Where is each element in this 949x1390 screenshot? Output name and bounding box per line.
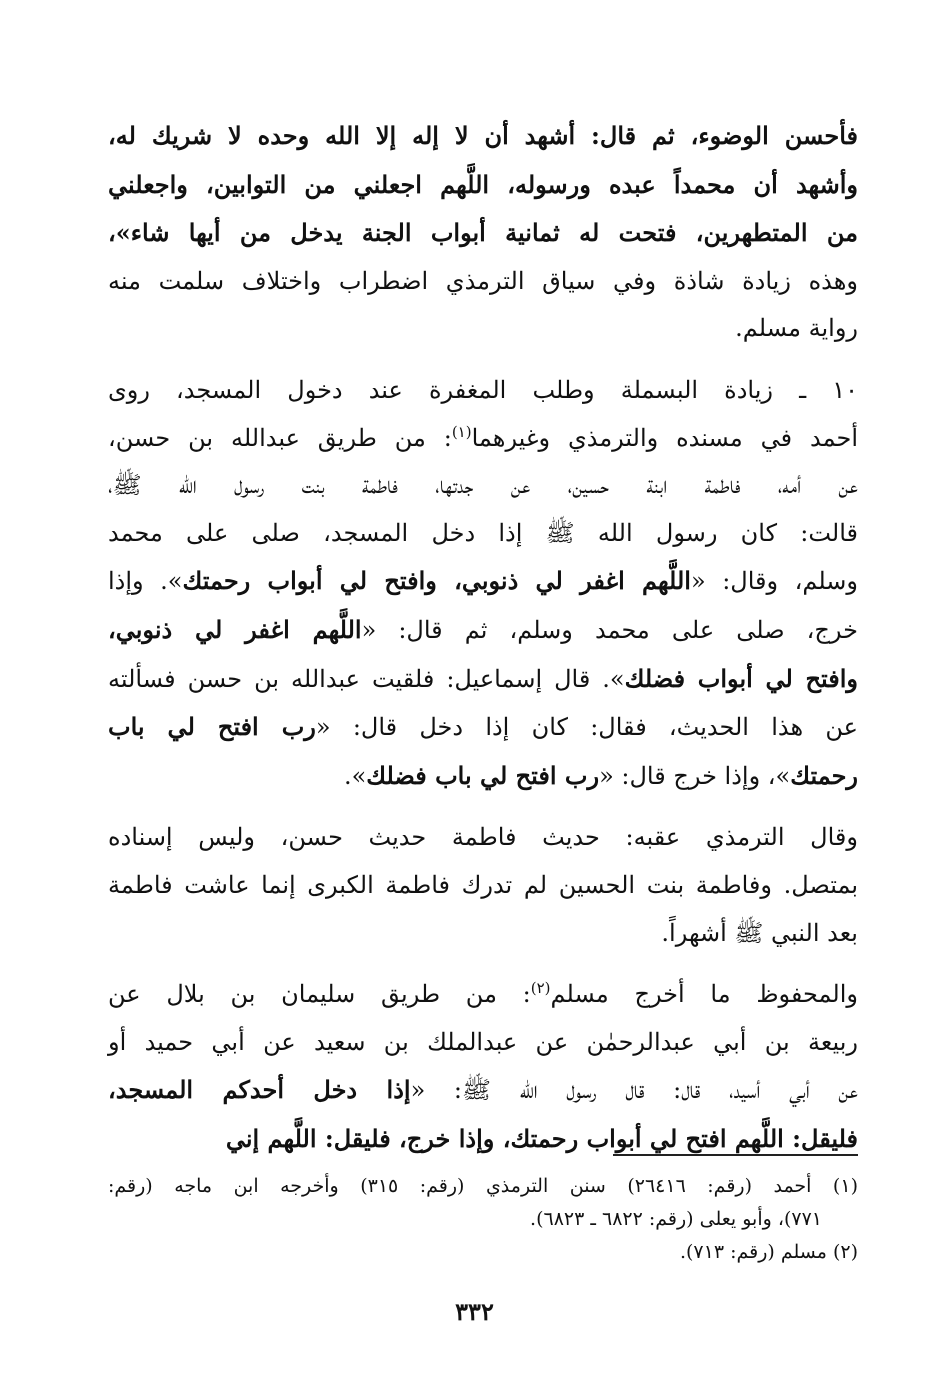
text-line bbox=[108, 752, 858, 801]
text-line bbox=[108, 415, 858, 463]
footnote-ref: (٢) bbox=[530, 979, 551, 998]
text-line bbox=[108, 112, 858, 161]
footnotes bbox=[108, 1170, 858, 1269]
bold-text: اللَّهم اغفر لي ذنوبي، bbox=[108, 614, 362, 644]
text-line bbox=[108, 814, 858, 862]
text-line bbox=[108, 1066, 858, 1115]
text-segment: ». وإذا bbox=[108, 567, 183, 596]
text-segment: ربيعة بن أبي عبدالرحمٰن عن عبدالملك بن سعيد عن أبي حميد أو bbox=[108, 1027, 858, 1056]
footnote-separator bbox=[613, 1154, 858, 1156]
bold-text: رحمتك bbox=[790, 760, 858, 790]
text-segment: أحمد في مسنده والترمذي وغيرهما bbox=[471, 423, 858, 452]
text-line bbox=[108, 462, 858, 510]
text-segment: ». bbox=[343, 761, 367, 790]
text-segment: عن أبي أسيد، قال: قال رسول الله ﷺ: « bbox=[410, 1076, 858, 1105]
page-number: ٣٣٢ bbox=[455, 1297, 494, 1326]
footnote-line: (١) أحمد (رقم: ٢٦٤١٦) سنن الترمذي (رقم: ٣١٥) وأخرجه ابن ماجه (رقم: bbox=[108, 1175, 858, 1197]
text-segment: قالت: كان رسول الله ﷺ إذا دخل المسجد، صلى على محمد bbox=[108, 518, 858, 547]
bold-text: إذا دخل أحدكم المسجد، bbox=[108, 1075, 411, 1105]
text-segment: عن هذا الحديث، فقال: كان إذا دخل قال: « bbox=[315, 713, 858, 742]
text-line bbox=[108, 1115, 858, 1164]
bold-text: رب افتح لي باب bbox=[108, 712, 316, 742]
footnote bbox=[108, 1236, 858, 1269]
text-line bbox=[108, 606, 858, 655]
paragraph bbox=[108, 971, 858, 1163]
text-line bbox=[108, 510, 858, 558]
bold-text: وافتح لي أبواب فضلك bbox=[624, 663, 859, 693]
text-line bbox=[108, 862, 858, 910]
footnote-line: (٢) مسلم (رقم: ٧١٣). bbox=[679, 1241, 858, 1263]
paragraph bbox=[108, 367, 858, 800]
text-line bbox=[108, 367, 858, 415]
bold-text: فأحسن الوضوء، ثم قال: أشهد أن لا إله إلا الله وحده لا شريك له، bbox=[108, 121, 858, 150]
text-segment: »، وإذا خرج قال: « bbox=[599, 761, 791, 790]
bold-text: من المتطهرين، فتحت له ثمانية أبواب الجنة يدخل من أيها شاء»، bbox=[108, 218, 858, 248]
footnote-line: ٧٧١)، وأبو يعلى (رقم: ٦٨٢٢ ـ ٦٨٢٣). bbox=[530, 1208, 822, 1230]
main-text bbox=[108, 112, 858, 1163]
footnote bbox=[108, 1170, 858, 1236]
bold-text: فليقل: اللَّهم افتح لي أبواب رحمتك، وإذا خرج، فليقل: اللَّهم إني bbox=[225, 1123, 858, 1153]
text-segment: : من طريق عبدالله بن حسن، bbox=[108, 423, 452, 452]
text-line bbox=[108, 557, 858, 606]
bold-text: اللَّهم اغفر لي ذنوبي، وافتح لي أبواب رحمتك bbox=[182, 566, 691, 596]
text-segment: وسلم، وقال: « bbox=[690, 567, 858, 596]
text-line bbox=[108, 910, 858, 958]
text-line bbox=[108, 703, 858, 752]
text-line bbox=[108, 305, 858, 353]
paragraph bbox=[108, 814, 858, 957]
footnote-ref: (١) bbox=[451, 422, 472, 441]
bold-text: وأشهد أن محمداً عبده ورسوله، اللَّهم اجعلني من التوابين، واجعلني bbox=[108, 169, 858, 199]
text-segment: عن أمه، فاطمة ابنة حسين، عن جدتها، فاطمة بنت رسول الله ﷺ، bbox=[108, 471, 858, 500]
paragraph bbox=[108, 112, 858, 353]
text-line bbox=[108, 971, 858, 1019]
text-line bbox=[108, 1019, 858, 1067]
text-segment: : من طريق سليمان بن بلال عن bbox=[108, 980, 531, 1009]
text-segment: بمتصل. وفاطمة بنت الحسين لم تدرك فاطمة الكبرى إنما عاشت فاطمة bbox=[108, 870, 859, 899]
text-line bbox=[108, 161, 858, 210]
text-segment: وهذه زيادة شاذة وفي سياق الترمذي اضطراب واختلاف سلمت منه bbox=[108, 266, 858, 295]
text-line bbox=[108, 209, 858, 258]
text-segment: والمحفوظ ما أخرج مسلم bbox=[550, 980, 858, 1009]
text-segment: ١٠ ـ زيادة البسملة وطلب المغفرة عند دخول المسجد، روى bbox=[108, 375, 858, 404]
text-segment: ». قال إسماعيل: فلقيت عبدالله بن حسن فسألته bbox=[108, 664, 625, 693]
text-line bbox=[108, 655, 858, 704]
text-line bbox=[108, 258, 858, 306]
text-segment: وقال الترمذي عقبه: حديث فاطمة حديث حسن، وليس إسناده bbox=[108, 823, 858, 852]
text-segment: بعد النبي ﷺ أشهراً. bbox=[661, 918, 858, 947]
text-segment: خرج، صلى على محمد وسلم، ثم قال: « bbox=[361, 615, 858, 644]
text-segment: رواية مسلم. bbox=[735, 314, 858, 343]
bold-text: رب افتح لي باب فضلك bbox=[366, 760, 600, 790]
